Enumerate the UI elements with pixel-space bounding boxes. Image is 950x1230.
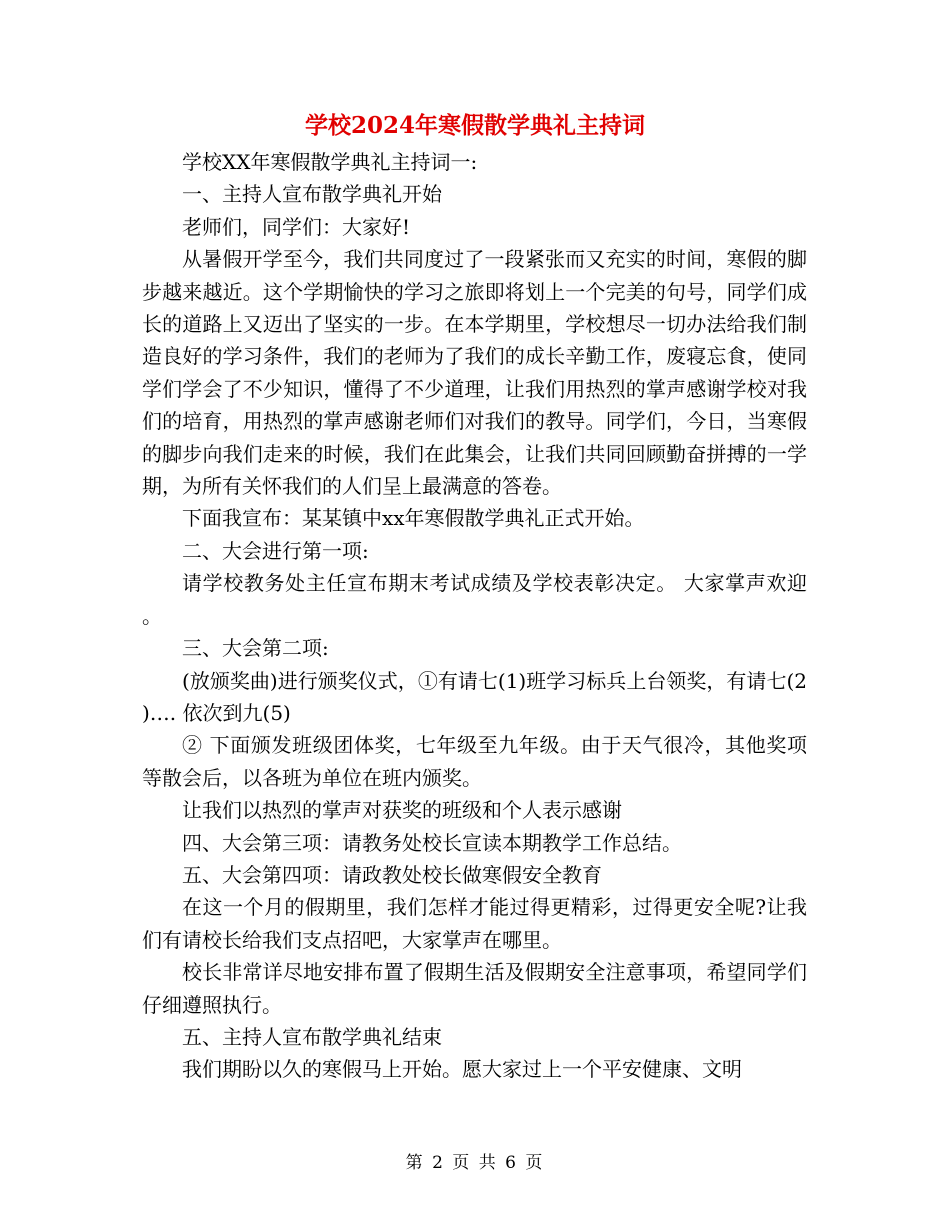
paragraph: 二、大会进行第一项: [182,538,369,563]
paragraph: 一、主持人宣布散学典礼开始 [182,182,442,207]
paragraph: 三、大会第二项: [182,636,329,661]
paragraph: 在这一个月的假期里，我们怎样才能过得更精彩，过得更安全呢?让我们有请校长给我们支点招吧，大家掌声在哪里。 [142,895,807,952]
paragraph: 学校XX年寒假散学典礼主持词一: [182,150,478,174]
paragraph: 让我们以热烈的掌声对获奖的班级和个人表示感谢 [182,798,622,823]
paragraph: 请学校教务处主任宣布期末考试成绩及学校表彰决定。 大家掌声欢迎。 [142,571,807,628]
paragraph: 我们期盼以久的寒假马上开始。愿大家过上一个平安健康、文明 [182,1057,742,1082]
paragraph: 五、主持人宣布散学典礼结束 [182,1024,442,1049]
paragraph: 四、大会第三项：请教务处校长宣读本期教学工作总结。 [182,830,682,855]
paragraph: 校长非常详尽地安排布置了假期生活及假期安全注意事项，希望同学们仔细遵照执行。 [142,960,807,1017]
paragraph: ② 下面颁发班级团体奖，七年级至九年级。由于天气很冷，其他奖项等散会后，以各班为单位在班内颁奖。 [142,733,807,790]
document-title: 学校2024年寒假散学典礼主持词 [304,112,645,139]
paragraph: 老师们，同学们：大家好! [182,214,411,239]
paragraph: 五、大会第四项：请政教处校长做寒假安全教育 [182,862,602,887]
paragraph: 从暑假开学至今，我们共同度过了一段紧张而又充实的时间，寒假的脚步越来越近。这个学期愉快的学习之旅即将划上一个完美的句号，同学们成长的道路上又迈出了坚实的一步。在本学期里，学校想尽一切办法给我们制造良好的学习条件，我们的老师为了我们的成长辛勤工作，废寝忘食，使同学们学会了不少知识，懂得了不少道理，让我们用热烈的掌声感谢学校对我们的培育，用热烈的掌声感谢老师们对我们的教导。同学们，今日，当寒假的脚步向我们走来的时候，我们在此集会，让我们共同回顾勤奋拼搏的一学期，为所有关怀我们的人们呈上最满意的答卷。 [142,247,807,499]
paragraph: 下面我宣布：某某镇中xx年寒假散学典礼正式开始。 [182,506,645,531]
page-number: 第 2 页 共 6 页 [405,1153,545,1173]
paragraph: (放颁奖曲)进行颁奖仪式，①有请七(1)班学习标兵上台领奖，有请七(2)…. 依次到九(5) [142,668,807,725]
document-body [142,146,807,1086]
